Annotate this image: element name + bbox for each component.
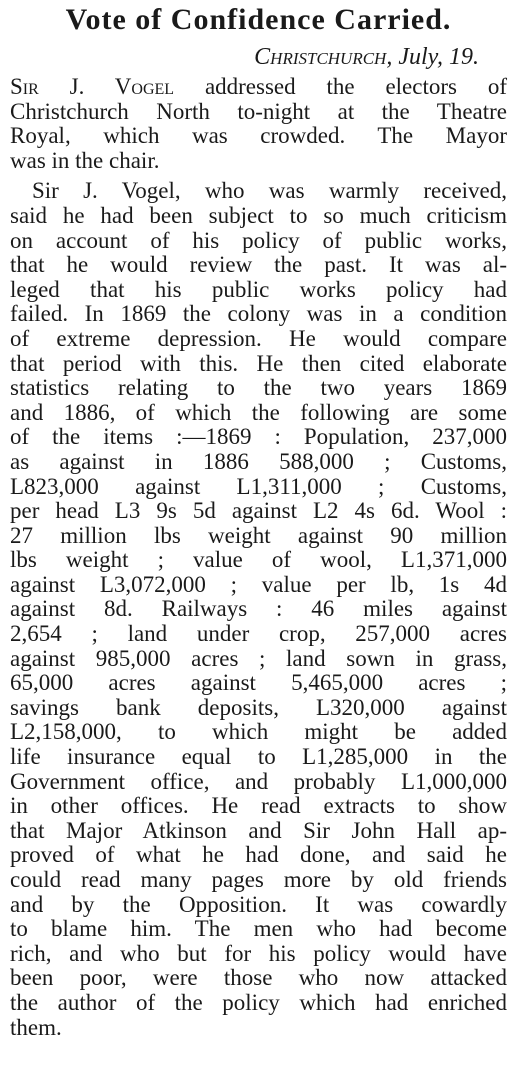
paragraph-2-line: to blame him. The men who had become (10, 916, 507, 942)
paragraph-2-line: 2,654 ; land under crop, 257,000 acres (10, 621, 507, 647)
paragraph-1-line: was in the chair. (10, 147, 160, 173)
paragraph-2-line: said he had been subject to so much criticism (10, 202, 507, 228)
paragraph-2-line: that period with this. He then cited elaborate (10, 350, 507, 376)
paragraph-2-line: in other offices. He read extracts to show (10, 793, 507, 819)
paragraph-1-lead: Sir J. Vogel (10, 74, 175, 99)
headline: Vote of Confidence Carried. (65, 3, 452, 36)
paragraph-2-line: 27 million lbs weight against 90 million (10, 522, 507, 548)
paragraph-2-line: leged that his public works policy had (10, 276, 507, 302)
paragraph-2-line: that Major Atkinson and Sir John Hall ap- (10, 817, 507, 843)
paragraph-2-line: of the items :—1869 : Population, 237,000 (10, 424, 507, 450)
paragraph-2-line: savings bank deposits, L320,000 against (10, 694, 507, 720)
paragraph-2-line: could read many pages more by old friends (10, 867, 507, 892)
paragraph-2-line: Sir J. Vogel, who was warmly received, (32, 178, 507, 204)
paragraph-2-line: against 8d. Railways : 46 miles against (10, 596, 507, 622)
paragraph-2-line: failed. In 1869 the colony was in a condition (10, 301, 507, 327)
paragraph-2-line: against 985,000 acres ; land sown in grass, (10, 645, 507, 671)
paragraph-2-line: Government office, and probably L1,000,000 (10, 768, 507, 794)
paragraph-2-line: against L3,072,000 ; value per lb, 1s 4d (10, 571, 507, 597)
paragraph-2-line: proved of what he had done, and said he (10, 842, 507, 868)
paragraph-2-line: life insurance equal to L1,285,000 in the (10, 744, 507, 770)
paragraph-2-line: and 1886, of which the following are some (10, 399, 507, 425)
paragraph-2-line: as against in 1886 588,000 ; Customs, (10, 448, 507, 474)
dateline-date: July, 19. (398, 44, 479, 70)
paragraph-1-line: Christchurch North to-night at the Theatre (10, 98, 507, 124)
dateline-place: Christchurch, (254, 44, 393, 70)
paragraph-2-line: on account of his policy of public works, (10, 227, 507, 253)
paragraph-2-line: been poor, were those who now attacked (10, 965, 507, 991)
paragraph-2-line: L2,158,000, to which might be added (10, 719, 507, 745)
paragraph-2-line: the author of the policy which had enriched (10, 989, 507, 1015)
paragraph-2-line: per head L3 9s 5d against L2 4s 6d. Wool : (10, 498, 507, 524)
paragraph-1-line-text: addressed the electors of (174, 74, 507, 99)
paragraph-2-line: and by the Opposition. It was cowardly (10, 891, 507, 917)
paragraph-2-line: 65,000 acres against 5,465,000 acres ; (10, 670, 507, 696)
paragraph-2-line: statistics relating to the two years 1869 (10, 375, 507, 401)
paragraph-2-line: that he would review the past. It was al- (10, 252, 507, 278)
paragraph-1-line (10, 75, 507, 100)
paragraph-1 (10, 75, 507, 173)
paragraph-2-line: them. (10, 1014, 62, 1040)
paragraph-2-line: lbs weight ; value of wool, L1,371,000 (10, 547, 507, 573)
paragraph-2-line: rich, and who but for his policy would have (10, 940, 507, 966)
paragraph-2 (10, 179, 507, 1040)
paragraph-2-line: L823,000 against L1,311,000 ; Customs, (10, 473, 507, 499)
dateline (10, 42, 507, 75)
paragraph-2-line: of extreme depression. He would compare (10, 325, 507, 351)
paragraph-1-line: Royal, which was crowded. The Mayor (10, 123, 507, 149)
